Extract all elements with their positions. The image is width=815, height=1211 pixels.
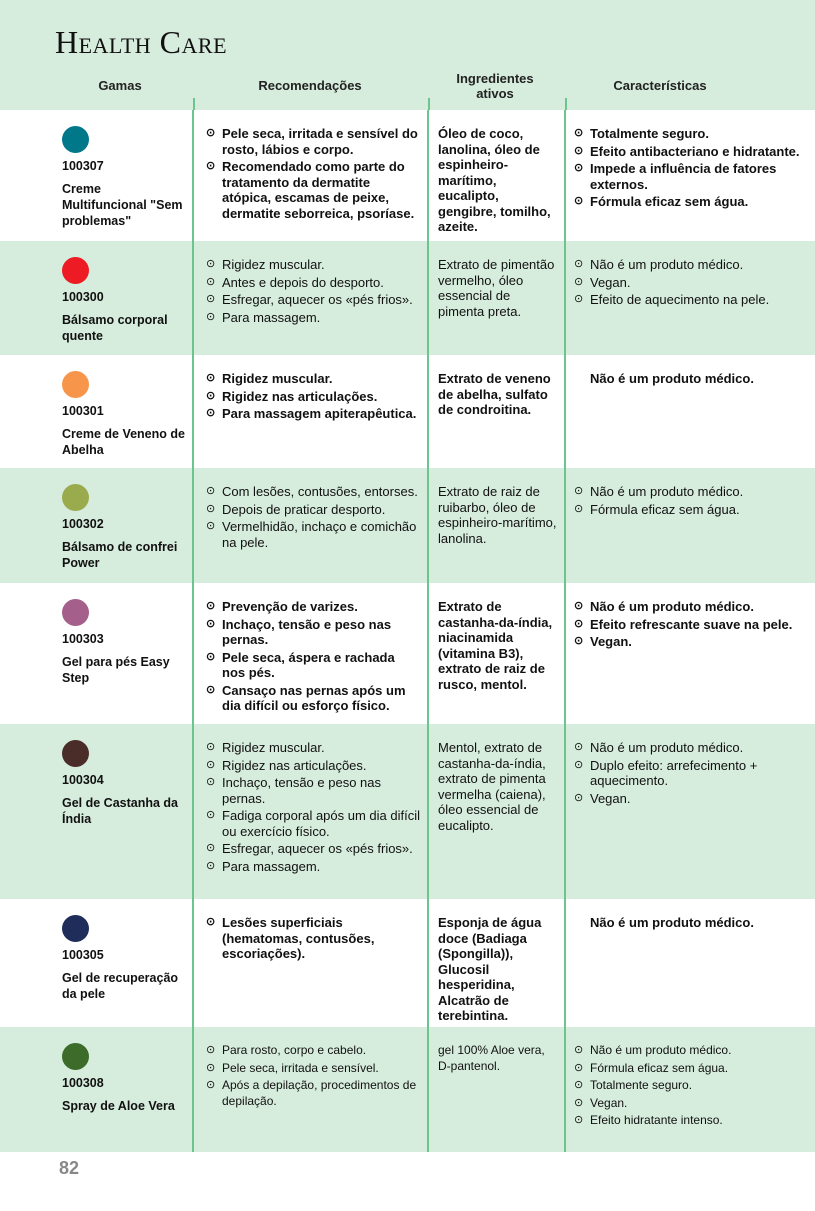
products-table (0, 110, 815, 1152)
recommendation-item: ⊙ Depois de praticar desporto. (206, 502, 421, 518)
product-code: 100302 (62, 517, 104, 531)
col-header-ingredientes: Ingredientes ativos (456, 71, 534, 101)
recommendation-item: ⊙ Inchaço, tensão e peso nas pernas. (206, 775, 421, 806)
feature-item: ⊙ Não é um produto médico. (574, 599, 807, 615)
recommendation-item: ⊙ Para massagem apiterapêutica. (206, 406, 421, 422)
feature-item: ⊙ Vegan. (574, 634, 807, 650)
features-list (574, 1043, 807, 1129)
recommendations-cell (193, 355, 428, 468)
recommendations-list (206, 599, 421, 714)
recommendations-cell (193, 1027, 428, 1152)
ingredients: Extrato de pimentão vermelho, óleo essencial de pimenta preta. (428, 241, 565, 355)
recommendation-item: ⊙ Pele seca, irritada e sensível. (206, 1061, 421, 1077)
column-divider (565, 98, 567, 110)
recommendation-item: ⊙ Após a depilação, procedimentos de depilação. (206, 1078, 421, 1109)
recommendation-item: ⊙ Esfregar, aquecer os «pés frios». (206, 841, 421, 857)
column-divider (428, 98, 430, 110)
features-cell (565, 899, 815, 1027)
recommendation-item: ⊙ Pele seca, irritada e sensível do rosto, lábios e corpo. (206, 126, 421, 157)
recommendation-item: ⊙ Para massagem. (206, 310, 421, 326)
page-title: Health Care (55, 24, 228, 60)
table-row (0, 110, 815, 241)
recommendation-item: ⊙ Rigidez nas articulações. (206, 758, 421, 774)
product-code: 100307 (62, 159, 104, 173)
feature-item: ⊙ Não é um produto médico. (574, 257, 807, 273)
col-header-caracteristicas: Características (613, 78, 707, 93)
recommendations-cell (193, 110, 428, 241)
recommendations-list (206, 484, 421, 550)
recommendations-cell (193, 468, 428, 583)
table-row (0, 899, 815, 1027)
column-divider (193, 98, 195, 110)
recommendation-item: ⊙ Inchaço, tensão e peso nas pernas. (206, 617, 421, 648)
recommendation-item: ⊙ Antes e depois do desporto. (206, 275, 421, 291)
product-cell (0, 899, 193, 1027)
table-row (0, 583, 815, 724)
product-code: 100308 (62, 1076, 104, 1090)
product-code: 100305 (62, 948, 104, 962)
product-code: 100301 (62, 404, 104, 418)
product-code: 100300 (62, 290, 104, 304)
feature-item: ⊙ Impede a influência de fatores externos. (574, 161, 807, 192)
product-cell (0, 241, 193, 355)
col-header-gamas: Gamas (98, 78, 142, 93)
ingredients: Mentol, extrato de castanha-da-índia, extrato de pimenta vermelha (caiena), óleo essencial de eucalipto. (428, 724, 565, 899)
feature-item: ⊙ Efeito de aquecimento na pele. (574, 292, 807, 308)
features-cell (565, 468, 815, 583)
recommendation-item: ⊙ Rigidez muscular. (206, 371, 421, 387)
recommendations-cell (193, 724, 428, 899)
feature-item: ⊙ Vegan. (574, 275, 807, 291)
feature-text: Não é um produto médico. (590, 915, 754, 930)
product-name: Gel de recuperação da pele (62, 970, 179, 1001)
product-name: Bálsamo corporal quente (62, 312, 168, 343)
recommendation-item: ⊙ Para massagem. (206, 859, 421, 875)
feature-item: ⊙ Fórmula eficaz sem água. (574, 502, 807, 518)
feature-item: ⊙ Vegan. (574, 1096, 807, 1112)
recommendation-item: ⊙ Pele seca, áspera e rachada nos pés. (206, 650, 421, 681)
color-dot (62, 1043, 89, 1070)
table-row (0, 241, 815, 355)
features-list (574, 599, 807, 650)
feature-text: Não é um produto médico. (590, 371, 754, 386)
recommendation-item: ⊙ Rigidez muscular. (206, 257, 421, 273)
feature-item: ⊙ Totalmente seguro. (574, 126, 807, 142)
recommendations-list (206, 915, 421, 962)
recommendation-item: ⊙ Recomendado como parte do tratamento da dermatite atópica, escamas de peixe, dermatite seborreica, psoríase. (206, 159, 421, 221)
product-name: Creme de Veneno de Abelha (62, 426, 185, 457)
product-name: Gel de Castanha da Índia (62, 795, 179, 826)
feature-item: ⊙ Fórmula eficaz sem água. (574, 194, 807, 210)
product-name: Creme Multifuncional "Sem problemas" (62, 181, 183, 228)
col-header-recomendacoes: Recomendações (258, 78, 362, 93)
features-cell (565, 1027, 815, 1152)
recommendations-list (206, 126, 421, 221)
recommendation-item: ⊙ Para rosto, corpo e cabelo. (206, 1043, 421, 1059)
ingredients: Extrato de castanha-da-índia, niacinamida (vitamina B3), extrato de raiz de rusco, mentol. (428, 583, 565, 724)
color-dot (62, 126, 89, 153)
product-cell (0, 583, 193, 724)
recommendation-item: ⊙ Prevenção de varizes. (206, 599, 421, 615)
table-row (0, 468, 815, 583)
product-name: Spray de Aloe Vera (62, 1098, 175, 1113)
color-dot (62, 599, 89, 626)
features-list (574, 126, 807, 210)
page-number: 82 (59, 1158, 80, 1178)
recommendation-item: ⊙ Com lesões, contusões, entorses. (206, 484, 421, 500)
recommendation-item: ⊙ Vermelhidão, inchaço e comichão na pele. (206, 519, 421, 550)
feature-item: ⊙ Duplo efeito: arrefecimento + aquecimento. (574, 758, 807, 789)
ingredients: gel 100% Aloe vera, D-pantenol. (428, 1027, 565, 1152)
features-cell (565, 110, 815, 241)
features-cell (565, 724, 815, 899)
feature-item: ⊙ Não é um produto médico. (574, 484, 807, 500)
feature-item: ⊙ Totalmente seguro. (574, 1078, 807, 1094)
table-row (0, 1027, 815, 1152)
product-name: Gel para pés Easy Step (62, 654, 170, 685)
feature-item: ⊙ Fórmula eficaz sem água. (574, 1061, 807, 1077)
product-name: Bálsamo de confrei Power (62, 539, 178, 570)
recommendation-item: ⊙ Fadiga corporal após um dia difícil ou exercício físico. (206, 808, 421, 839)
recommendations-cell (193, 899, 428, 1027)
color-dot (62, 371, 89, 398)
features-cell (565, 583, 815, 724)
feature-item: ⊙ Vegan. (574, 791, 807, 807)
table-row (0, 724, 815, 899)
features-list (574, 740, 807, 806)
recommendation-item: ⊙ Rigidez muscular. (206, 740, 421, 756)
color-dot (62, 257, 89, 284)
recommendations-list (206, 1043, 421, 1109)
recommendation-item: ⊙ Esfregar, aquecer os «pés frios». (206, 292, 421, 308)
product-code: 100303 (62, 632, 104, 646)
product-cell (0, 1027, 193, 1152)
ingredients: Extrato de veneno de abelha, sulfato de condroitina. (428, 355, 565, 468)
features-cell (565, 241, 815, 355)
feature-item: ⊙ Efeito antibacteriano e hidratante. (574, 144, 807, 160)
feature-item: ⊙ Não é um produto médico. (574, 1043, 807, 1059)
color-dot (62, 740, 89, 767)
ingredients: Óleo de coco, lanolina, óleo de espinheiro-marítimo, eucalipto, gengibre, tomilho, azeite. (428, 110, 565, 241)
features-list (574, 257, 807, 308)
ingredients: Extrato de raiz de ruibarbo, óleo de espinheiro-marítimo, lanolina. (428, 468, 565, 583)
product-code: 100304 (62, 773, 104, 787)
recommendations-cell (193, 241, 428, 355)
recommendations-list (206, 371, 421, 422)
table-row (0, 355, 815, 468)
recommendation-item: ⊙ Cansaço nas pernas após um dia difícil ou esforço físico. (206, 683, 421, 714)
feature-item: ⊙ Efeito hidratante intenso. (574, 1113, 807, 1129)
recommendations-list (206, 740, 421, 874)
product-cell (0, 724, 193, 899)
features-list (574, 484, 807, 517)
recommendation-item: ⊙ Lesões superficiais (hematomas, contusões, escoriações). (206, 915, 421, 962)
feature-item: ⊙ Não é um produto médico. (574, 740, 807, 756)
recommendations-list (206, 257, 421, 325)
features-cell (565, 355, 815, 468)
ingredients: Esponja de água doce (Badiaga (Spongilla)), Glucosil hesperidina, Alcatrão de terebintina. (428, 899, 565, 1027)
color-dot (62, 915, 89, 942)
recommendations-cell (193, 583, 428, 724)
recommendation-item: ⊙ Rigidez nas articulações. (206, 389, 421, 405)
color-dot (62, 484, 89, 511)
product-cell (0, 355, 193, 468)
product-cell (0, 110, 193, 241)
product-cell (0, 468, 193, 583)
feature-item: ⊙ Efeito refrescante suave na pele. (574, 617, 807, 633)
